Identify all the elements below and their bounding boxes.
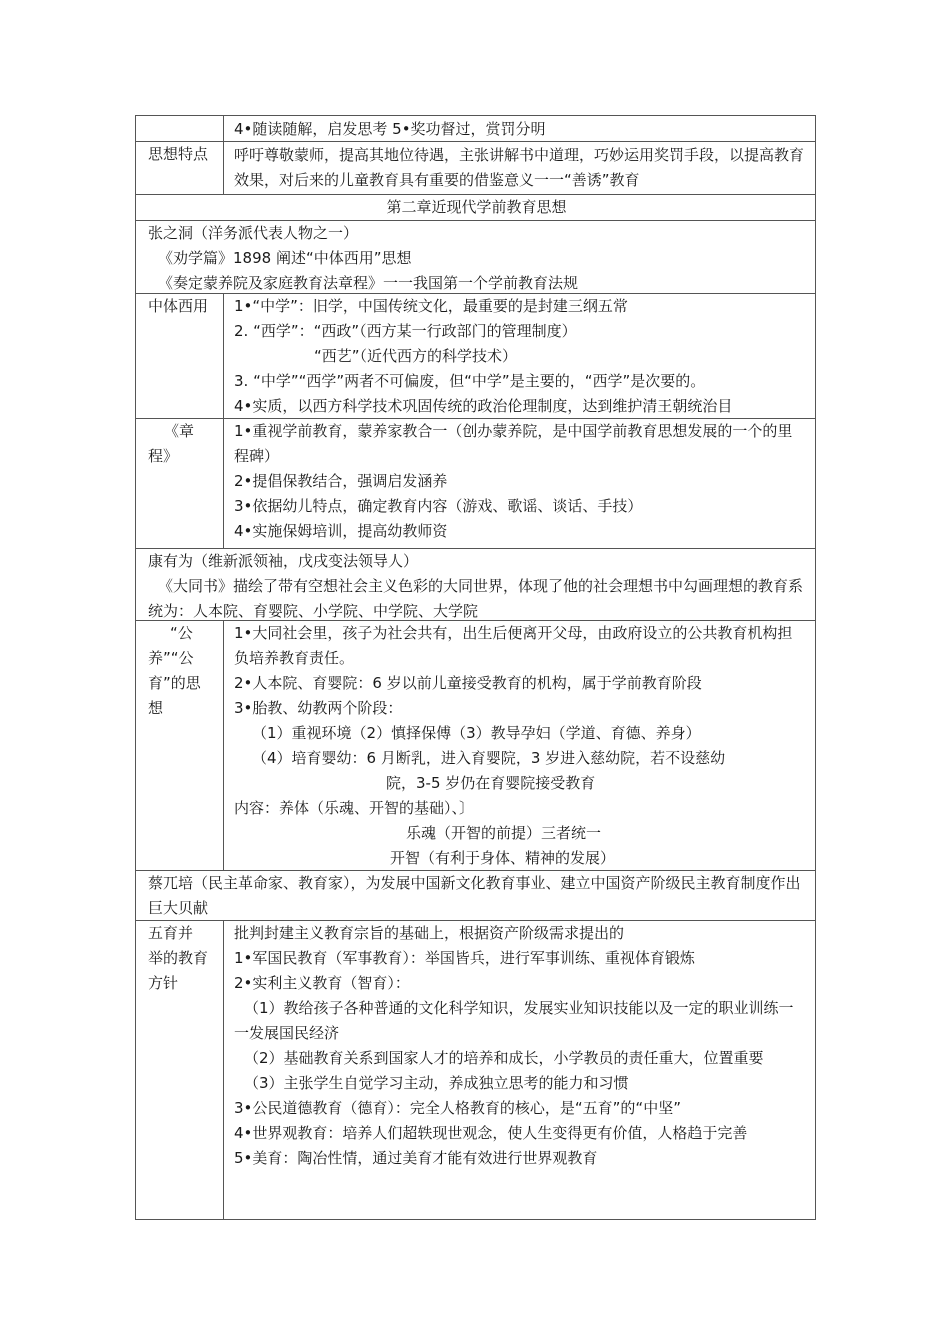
text-line: 3•公民道德教育（德育）：完全人格教育的核心，是“五育”的“中坚” [234,1099,681,1117]
text-line: 乐魂（开智的前提）三者统一 [406,824,602,842]
text-line: 批判封建主义教育宗旨的基础上，根据资产阶级需求提出的 [234,924,625,942]
row-label: 五育并 [148,924,194,942]
row-label: 方针 [148,974,179,992]
label-cell [136,419,224,548]
text-paragraph: 《大同书》描绘了带有空想社会主义色彩的大同世界，体现了他的社会理想书中勾画理想的教育系统为：人本院、育婴院、小学院、中学院、大学院 [148,577,804,620]
label-cell [136,294,224,418]
text-line: 1•军国民教育（军事教育）：举国皆兵，进行军事训练、重视体育锻炼 [234,949,695,967]
table-row [135,115,816,141]
content-cell [225,621,815,870]
row-label: 《章 [164,422,195,440]
row-label: 中体西用 [148,297,209,315]
text-line: 内容：养体（乐魂、开智的基础）、〕 [234,799,475,817]
content-cell [225,294,815,418]
text-line: 2•人本院、育婴院：6 岁以前儿童接受教育的机构，属于学前教育阶段 [234,674,702,692]
label-cell [136,142,224,194]
person-cell [136,871,815,920]
text-line: （3）主张学生自觉学习主动，养成独立思考的能力和习惯 [244,1074,629,1092]
work-line: 《劝学篇》1898 阐述“中体西用”思想 [158,249,412,267]
row-label: 思想特点 [148,145,209,163]
work-line: 《奏定蒙养院及家庭教育法章程》一一我国第一个学前教育法规 [158,274,579,292]
text-line: 2•提倡保教结合，强调启发涵养 [234,472,448,490]
person-row [135,870,816,920]
text-paragraph: 蔡兀培（民主革命家、教育家），为发展中国新文化教育事业、建立中国资产阶级民主教育制度作出巨大贝献 [148,874,801,917]
row-label: 程》 [148,447,179,465]
table-row [135,620,816,870]
text-line: 开智（有利于身体、精神的发展） [390,849,616,867]
text-line: 2. “西学”：“西政”（西方某一行政部门的管理制度） [234,322,577,340]
text-line: 4•实质，以西方科学技术巩固传统的政治伦理制度，达到维护清王朝统治目 [234,397,733,415]
content-cell [225,116,815,141]
text-line: 1•“中学”：旧学，中国传统文化，最重要的是封建三纲五常 [234,297,628,315]
text-paragraph: 1•大同社会里，孩子为社会共有，出生后便离开父母，由政府设立的公共教育机构担负培养教育责任。 [234,624,793,667]
content-cell [225,142,815,194]
row-label: 举的教育 [148,949,209,967]
text-line: （1）重视环境（2）慎择保傅（3）教导孕妇（学道、育德、养身） [252,724,701,742]
row-label: “公 [170,624,193,642]
text-paragraph: （1）教给孩子各种普通的文化科学知识，发展实业知识技能以及一定的职业训练一一发展国民经济 [234,999,794,1042]
document-table [135,115,816,1220]
person-row [135,548,816,620]
text-line: 院，3-5 岁仍在育婴院接受教育 [386,774,596,792]
person-name: 康有为（维新派领袖，戊戌变法领导人） [148,552,419,570]
text-paragraph: 1•重视学前教育，蒙养家教合一（创办蒙养院，是中国学前教育思想发展的一个的里程碑） [234,422,793,465]
person-name: 张之洞（洋务派代表人物之一） [148,224,359,242]
row-label: 育”的思 [148,674,201,692]
text-line: 3•胎教、幼教两个阶段： [234,699,403,717]
table-row [135,418,816,548]
text-paragraph: （2）基础教育关系到国家人才的培养和成长，小学教员的责任重大，位置重要 [244,1049,764,1067]
text-line: 3•依据幼儿特点，确定教育内容（游戏、歌谣、谈话、手技） [234,497,643,515]
row-label: 想 [148,699,164,717]
chapter-title: 第二章近现代学前教育思想 [386,198,567,216]
text-paragraph: 4•世界观教育：培养人们超轶现世观念，使人生变得更有价值，人格趋于完善 [234,1124,748,1142]
label-cell [136,921,224,1219]
table-row [135,141,816,194]
table-row [135,920,816,1220]
text-line: 5•美育：陶冶性情，通过美育才能有效进行世界观教育 [234,1149,598,1167]
text-line: 4•随读随解，启发思考 5•奖功督过，赏罚分明 [234,120,546,138]
person-cell [136,221,815,293]
person-row [135,220,816,293]
chapter-row [135,194,816,220]
content-cell [225,419,815,548]
row-label: 养”“公 [148,649,194,667]
label-cell [136,116,224,141]
table-row [135,293,816,418]
text-line: 4•实施保姆培训，提高幼教师资 [234,522,448,540]
label-cell [136,621,224,870]
text-line: 2•实利主义教育（智育）： [234,974,410,992]
content-cell [225,921,815,1219]
text-paragraph: 呼吁尊敬蒙师，提高其地位待遇，主张讲解书中道理，巧妙运用奖罚手段，以提高教育效果，对后来的儿童教育具有重要的借鉴意义一一“善诱”教育 [234,146,805,189]
text-line: “西艺”（近代西方的科学技术） [314,347,518,365]
person-cell [136,549,815,620]
text-line: （4）培育婴幼：6 月断乳，进入育婴院，3 岁进入慈幼院，若不设慈幼 [252,749,726,767]
text-paragraph: 3. “中学”“西学”两者不可偏废，但“中学”是主要的，“西学”是次要的。 [234,372,706,390]
